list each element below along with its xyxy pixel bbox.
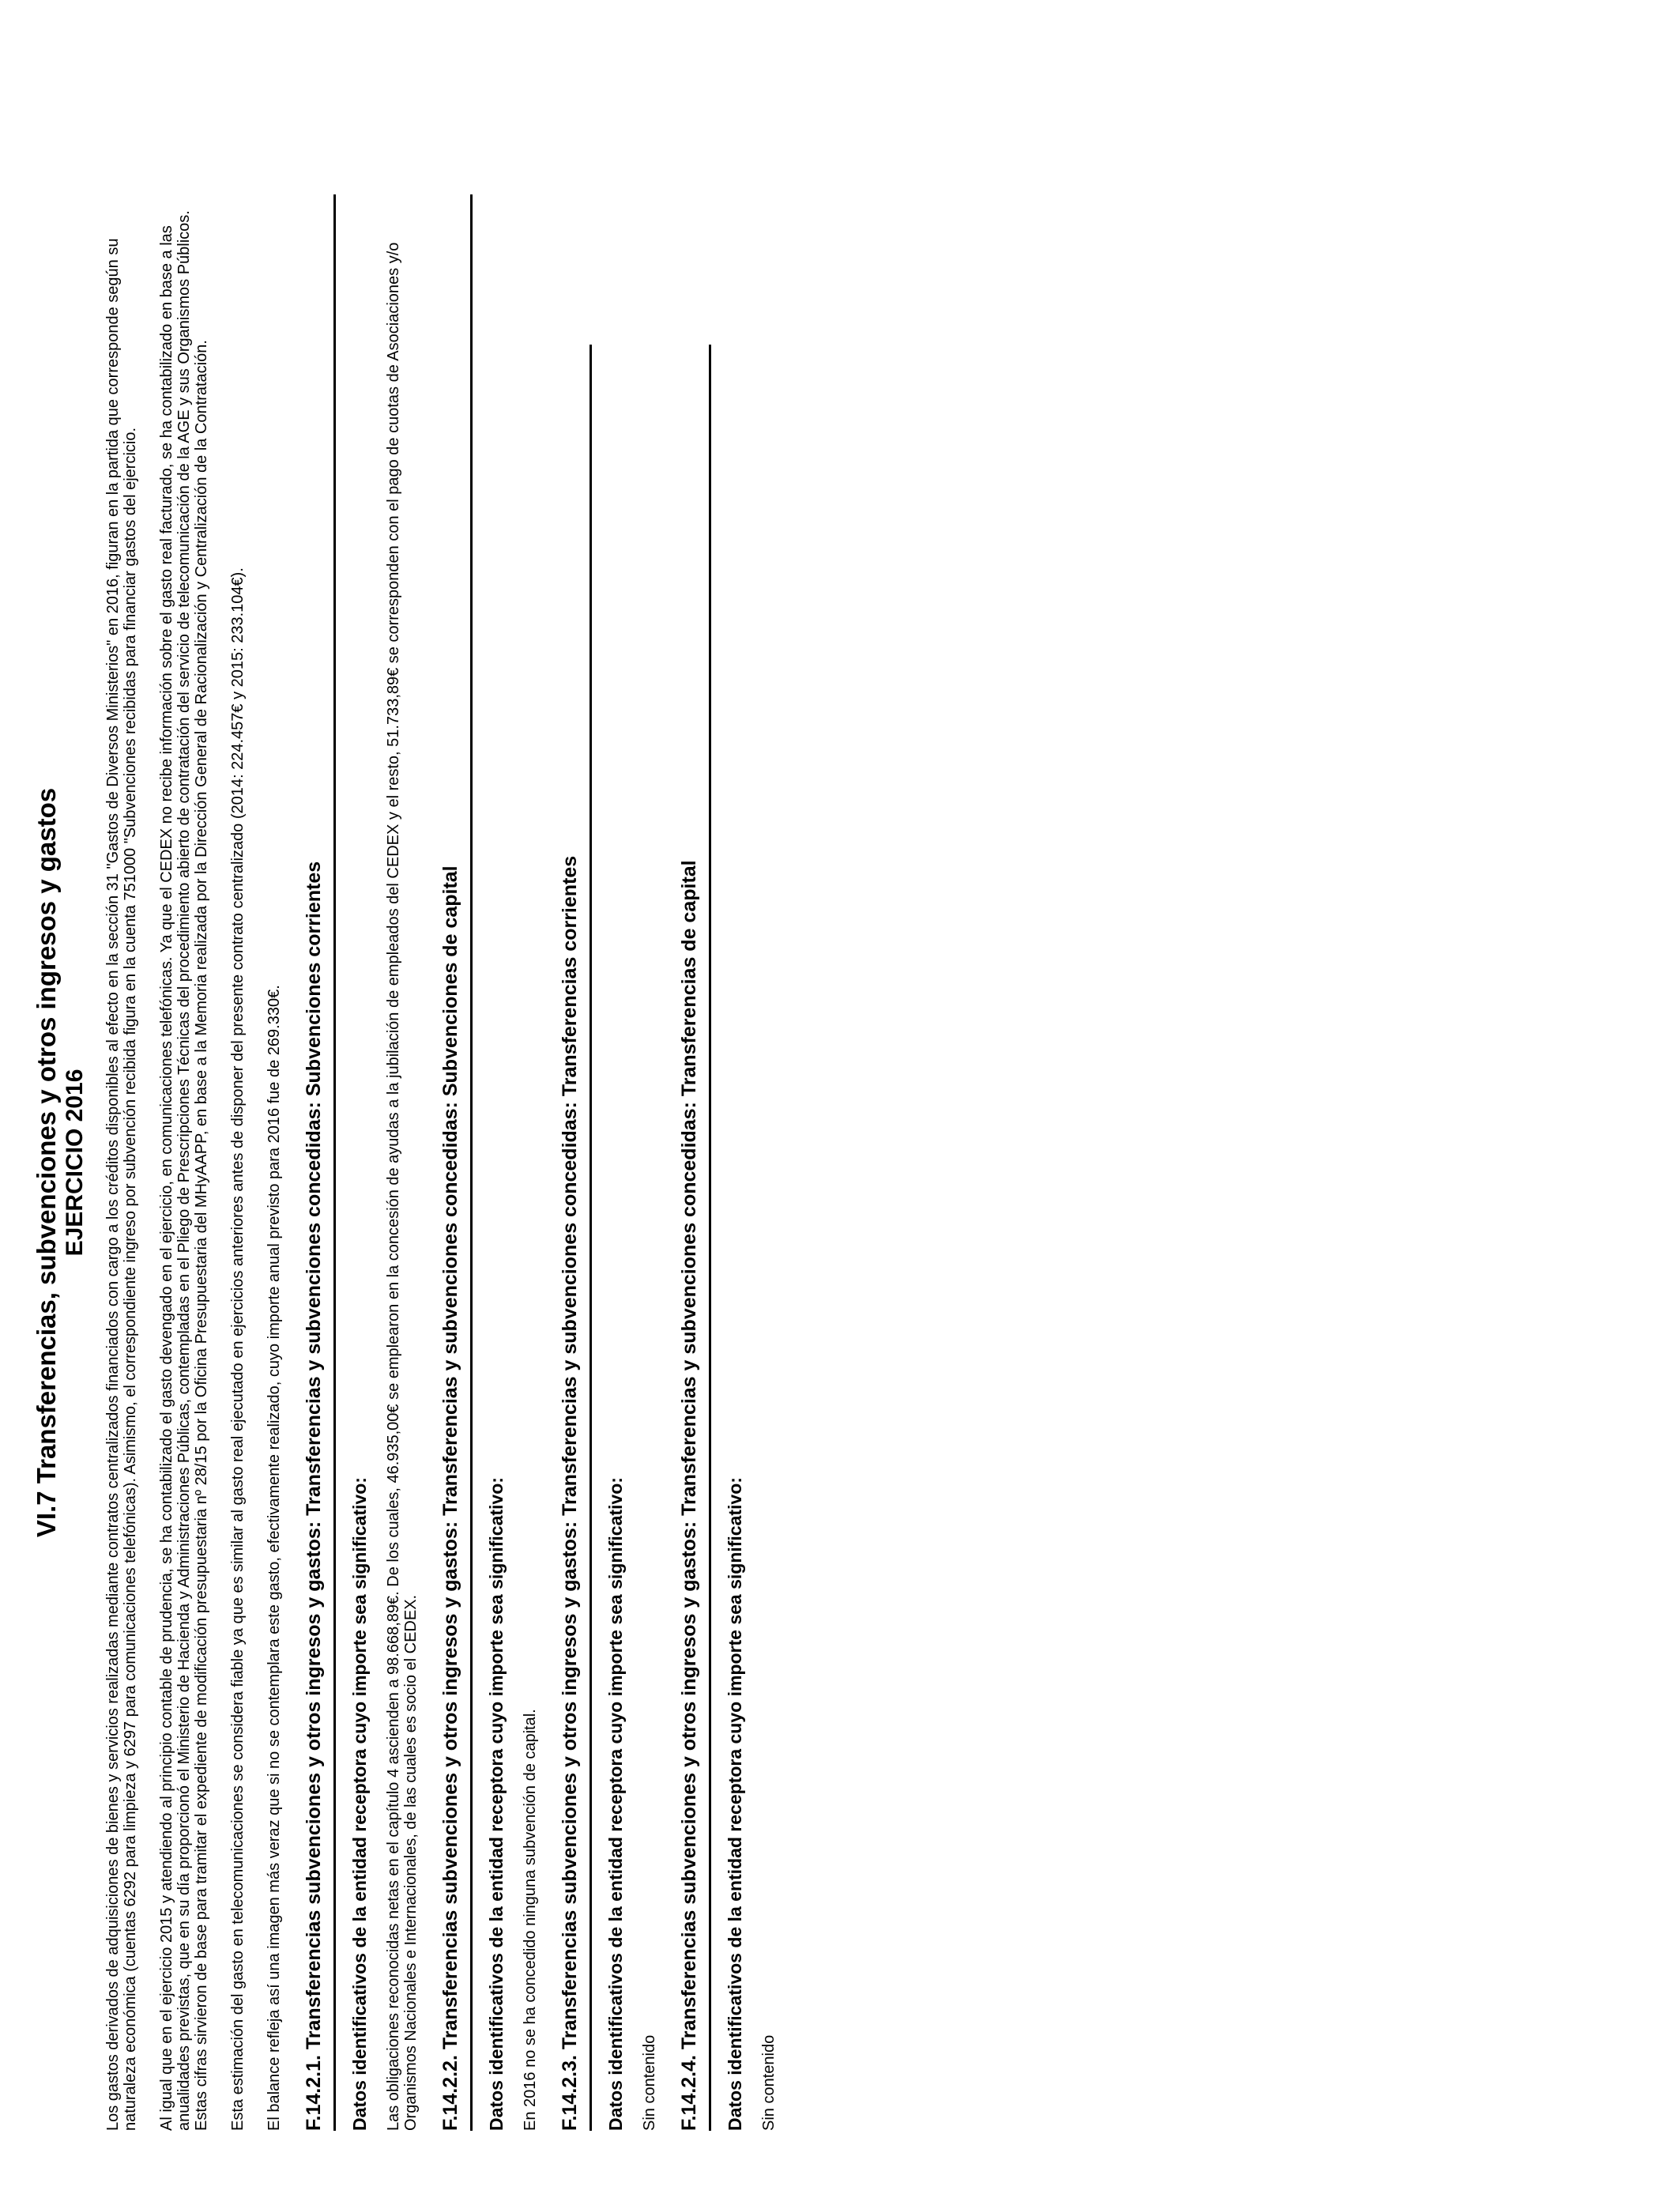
title-block <box>32 194 89 2131</box>
section-divider <box>709 345 711 2131</box>
section-body: Las obligaciones reconocidas netas en el capítulo 4 ascienden a 98.668,89€. De los cuales, 46.935,00€ se emplearon en la concesión de ayudas a la jubilación de empleados del CEDEX y el resto, 51.733,89€ se corresponden con el pago de cuotas de Asociaciones y/o Organismos Nacionales e Internacionales, de las cuales es socio el CEDEX. <box>385 242 420 2131</box>
intro-paragraph: El balance refleja así una imagen más veraz que si no se contemplara este gasto, efectivamente realizado, cuyo importe anual previsto para 2016 fue de 269.330€. <box>266 985 283 2131</box>
section-heading: F.14.2.1. Transferencias subvenciones y otros ingresos y gastos: Transferencias y subvenciones concedidas: Subvenciones corrientes <box>303 861 325 2131</box>
section-heading: F.14.2.4. Transferencias subvenciones y otros ingresos y gastos: Transferencias y subvenciones concedidas: Transferencias de capital <box>678 860 700 2131</box>
intro-paragraph: Al igual que en el ejercicio 2015 y atendiendo al principio contable de prudencia, se ha contabilizado el gasto devengado en el ejercicio, en comunicaciones telefónicas. Ya que el CEDEX no recibe información sobre el gasto real facturado, se ha contabilizado en base a las anualidades previstas, que en su día proporcionó el Ministerio de Hacienda y Administraciones Públicas, contempladas en el Pliego de Prescripciones Técnicas del procedimiento abierto de contratación del servicio de telecomunicación de la AGE y sus Organismos Públicos. Estas cifras sirvieron de base para tramitar el expediente de modificación presupuestaria nº 28/15 por la Oficina Presupuestaria del MHyAAPP, en base a la Memoria realizada por la Dirección General de Racionalización y Centralización de la Contratación. <box>158 210 210 2131</box>
page-subtitle: EJERCICIO 2016 <box>62 1069 88 1257</box>
section-subheading: Datos identificativos de la entidad receptora cuyo importe sea significativo: <box>725 1477 745 2131</box>
section-body: Sin contenido <box>641 2034 658 2131</box>
intro-paragraph: Los gastos derivados de adquisiciones de bienes y servicios realizadas mediante contratos centralizados financiados con cargo a los créditos disponibles al efecto en la sección 31 "Gastos de Diversos Ministerios" en 2016, figuran en la partida que corresponde según su naturaleza económica (cuentas 6292 para limpieza y 6297 para comunicaciones telefónicas). Asimismo, el correspondiente ingreso por subvención recibida figura en la cuenta 751000 "Subvenciones recibidas para financiar gastos del ejercicio. <box>104 238 139 2131</box>
section-body: En 2016 no se ha concedido ninguna subvención de capital. <box>522 1709 539 2131</box>
document-body <box>32 194 797 2131</box>
section-f14-2-2 <box>439 194 539 2131</box>
page-title: VI.7 Transferencias, subvenciones y otros ingresos y gastos <box>32 787 61 1538</box>
section-subheading: Datos identificativos de la entidad receptora cuyo importe sea significativo: <box>349 1477 370 2131</box>
section-f14-2-1 <box>302 194 420 2131</box>
section-body: Sin contenido <box>760 2034 778 2131</box>
section-heading: F.14.2.2. Transferencias subvenciones y otros ingresos y gastos: Transferencias y subvenciones concedidas: Subvenciones de capital <box>439 865 461 2131</box>
section-divider <box>470 194 473 2131</box>
intro-paragraph: Esta estimación del gasto en telecomunicaciones se considera fiable ya que es similar al gasto real ejecutado en ejercicios anteriores antes de disponer del presente contrato centralizado (2014: 224.457€ y 2015: 233.104€). <box>229 567 247 2131</box>
section-divider <box>333 194 336 2131</box>
section-subheading: Datos identificativos de la entidad receptora cuyo importe sea significativo: <box>486 1477 507 2131</box>
section-f14-2-4 <box>677 194 778 2131</box>
section-divider <box>590 345 592 2131</box>
section-heading: F.14.2.3. Transferencias subvenciones y otros ingresos y gastos: Transferencias y subvenciones concedidas: Transferencias corrientes <box>559 855 581 2131</box>
section-subheading: Datos identificativos de la entidad receptora cuyo importe sea significativo: <box>605 1477 626 2131</box>
section-f14-2-3 <box>558 194 658 2131</box>
